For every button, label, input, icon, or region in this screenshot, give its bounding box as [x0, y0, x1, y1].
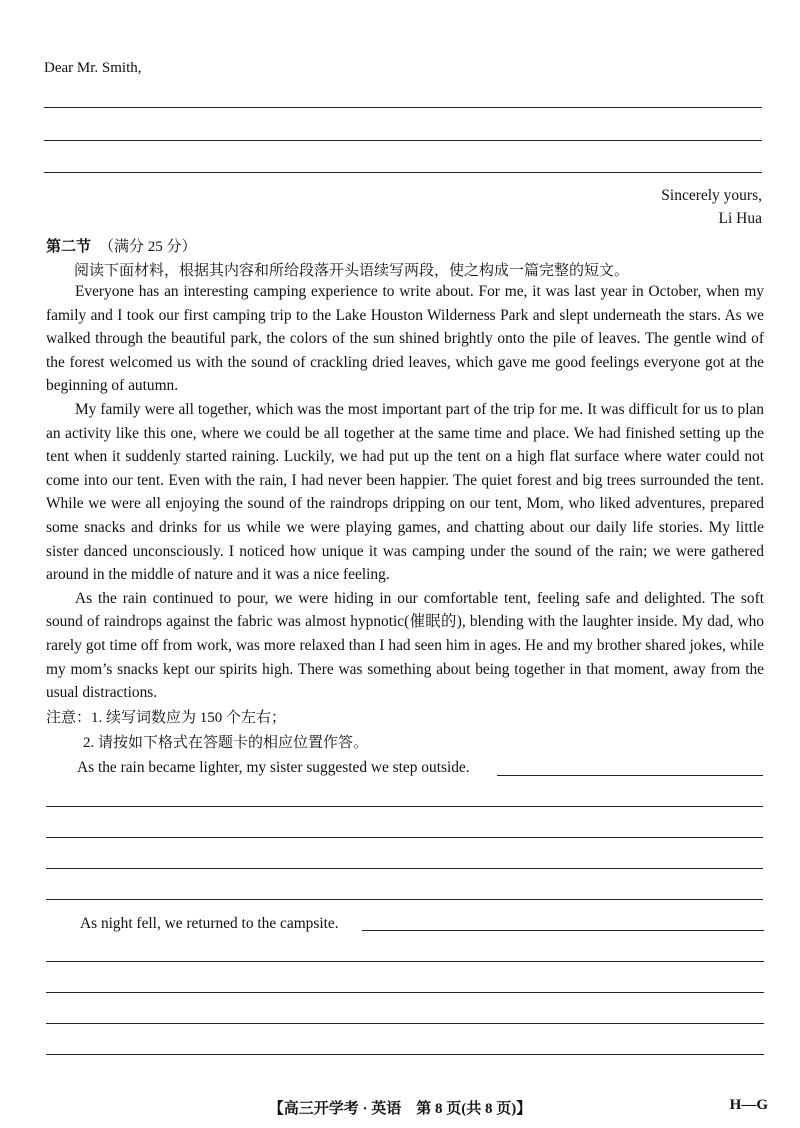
letter-closing: Sincerely yours,	[661, 187, 762, 204]
note-word-count: 注意：1. 续写词数应为 150 个左右；	[46, 710, 287, 726]
prompt-second-paragraph: As night fell, we returned to the campsite.	[80, 915, 339, 932]
section-name: 第二节	[46, 239, 92, 255]
answer-line[interactable]	[46, 899, 763, 900]
answer-line[interactable]	[362, 930, 764, 931]
answer-line[interactable]	[46, 806, 763, 807]
prompt-first-paragraph: As the rain became lighter, my sister suggested we step outside.	[77, 759, 470, 776]
writing-line	[44, 107, 762, 108]
letter-signature: Li Hua	[718, 210, 762, 227]
paper-code: H—G	[729, 1097, 768, 1113]
answer-line[interactable]	[46, 1023, 764, 1024]
letter-salutation: Dear Mr. Smith,	[44, 60, 142, 76]
passage-paragraph-1: Everyone has an interesting camping experience to write about. For me, it was last year in October, when my family and I took our first camping trip to the Lake Houston Wilderness Park and slept underneath the stars. As we walked through the beautiful park, the colors of the sun shined brightly onto the pile of leaves. The gentle wind of the forest welcomed us with the sound of crackling dried leaves, which gave me good feelings everyone got at the beginning of autumn.	[46, 283, 764, 395]
answer-line[interactable]	[46, 868, 763, 869]
page-footer: 【高三开学考 · 英语 第 8 页(共 8 页)】	[268, 1101, 532, 1117]
passage-paragraph-3: As the rain continued to pour, we were hiding in our comfortable tent, feeling safe and delighted. The soft sound of raindrops against the fabric was almost hypnotic(催眠的), blending with the laughter inside. My dad, who rarely got time off from work, was more relaxed than I had seen him in ages. He and my brother shared jokes, while my mom’s snacks kept our spirits high. There was something about being together in that moment, away from the usual distractions.	[46, 589, 764, 702]
section-title	[46, 235, 197, 256]
writing-line	[44, 172, 762, 173]
passage	[46, 280, 764, 705]
answer-line[interactable]	[497, 775, 763, 776]
answer-line[interactable]	[46, 1054, 764, 1055]
note-format: 2. 请按如下格式在答题卡的相应位置作答。	[83, 735, 369, 751]
answer-line[interactable]	[46, 992, 764, 993]
writing-line	[44, 140, 762, 141]
passage-paragraph-2: My family were all together, which was the most important part of the trip for me. It was difficult for us to plan an activity like this one, where we could be all together at the same time and place. We had finished setting up the tent when it suddenly started raining. Luckily, we had put up the tent on a high flat surface where water could not come into our tent. Even with the rain, I had never been happier. The quiet forest and big trees surrounded the tent. While we were all enjoying the sound of the raindrops dripping on our tent, Mom, who liked adventures, prepared some snacks and drinks for us while we were playing games, and chatting about our daily life stories. My little sister danced unconsciously. I noticed how unique it was camping under the sound of the rain; we were gathered around in the middle of nature and it was a nice feeling.	[46, 400, 764, 584]
section-instruction: 阅读下面材料，根据其内容和所给段落开头语续写两段，使之构成一篇完整的短文。	[74, 263, 630, 279]
answer-line[interactable]	[46, 961, 764, 962]
section-score: （满分 25 分）	[99, 239, 197, 255]
answer-line[interactable]	[46, 837, 763, 838]
